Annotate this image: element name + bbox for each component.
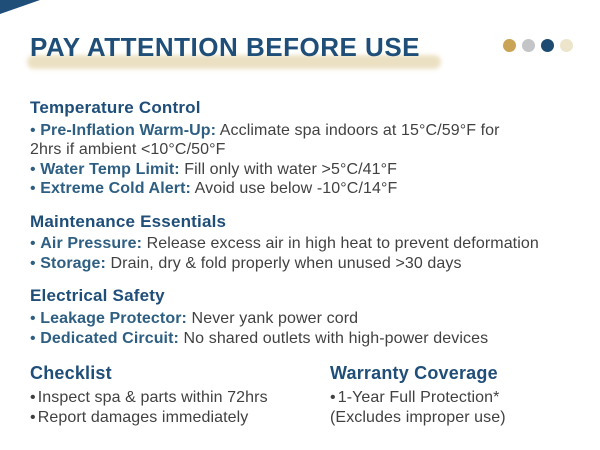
section-heading: Temperature Control xyxy=(30,98,201,117)
navy-dot-icon xyxy=(541,39,554,52)
checklist-column xyxy=(30,364,330,428)
section-heading: Maintenance Essentials xyxy=(30,211,227,231)
bullet-item xyxy=(30,160,592,180)
bullet-item xyxy=(30,179,592,199)
footer-columns xyxy=(30,364,592,428)
bullet-glyph: • xyxy=(30,408,36,426)
note-text xyxy=(330,408,592,428)
bullet-glyph: • xyxy=(30,160,36,178)
bullet-lead: Extreme Cold Alert: xyxy=(40,180,191,198)
note-line: (Excludes improper use) xyxy=(330,408,506,426)
bullet-text: Drain, dry & fold properly when unused >30 days xyxy=(110,254,462,272)
bullet-text: Release excess air in high heat to prevent deformation xyxy=(146,235,539,253)
bullet-text: Avoid use below -10°C/14°F xyxy=(194,180,398,198)
section-heading: Electrical Safety xyxy=(30,286,165,306)
bullet-text: Fill only with water >5°C/41°F xyxy=(184,160,398,178)
bullet-glyph: • xyxy=(30,121,36,139)
bullet-lead: Pre-Inflation Warm-Up: xyxy=(40,121,217,139)
section-temperature-control xyxy=(30,99,592,199)
gray-dot-icon xyxy=(522,39,535,52)
section-heading: Warranty Coverage xyxy=(330,363,498,384)
bullet-glyph: • xyxy=(30,235,36,253)
bullet-lead: Water Temp Limit: xyxy=(40,160,180,178)
bullet-glyph: • xyxy=(30,310,36,328)
section-electrical-safety xyxy=(30,287,592,348)
bullet-item xyxy=(30,309,592,329)
bullet-text: Inspect spa & parts within 72hrs xyxy=(37,388,268,406)
decorative-dots xyxy=(503,39,573,52)
bullet-item xyxy=(30,408,330,428)
bullet-item xyxy=(330,388,592,408)
slide-content xyxy=(30,99,592,428)
bullet-lead: Air Pressure: xyxy=(40,235,143,253)
bullet-glyph: • xyxy=(30,254,36,272)
bullet-item xyxy=(30,329,592,349)
corner-accent-triangle xyxy=(0,0,40,14)
bullet-item xyxy=(30,234,592,254)
bullet-lead: Leakage Protector: xyxy=(40,310,187,328)
bullet-lead: Storage: xyxy=(40,254,106,272)
gold-dot-icon xyxy=(503,39,516,52)
page-title: PAY ATTENTION BEFORE USE xyxy=(30,32,421,62)
bullet-text: Acclimate spa indoors at 15°C/59°F for 2hrs if ambient <10°C/50°F xyxy=(30,121,500,159)
section-heading: Checklist xyxy=(30,363,112,384)
bullet-item xyxy=(30,388,330,408)
bullet-lead: Dedicated Circuit: xyxy=(40,329,179,347)
warranty-column xyxy=(330,364,592,428)
bullet-glyph: • xyxy=(30,180,36,198)
section-maintenance-essentials xyxy=(30,213,592,274)
bullet-glyph: • xyxy=(30,329,36,347)
cream-dot-icon xyxy=(560,39,573,52)
bullet-text: No shared outlets with high-power devices xyxy=(183,329,489,347)
bullet-item xyxy=(30,254,592,274)
bullet-text: Never yank power cord xyxy=(191,310,359,328)
bullet-glyph: • xyxy=(30,388,36,406)
slide-header xyxy=(30,34,420,61)
bullet-text: Report damages immediately xyxy=(37,408,249,426)
bullet-glyph: • xyxy=(330,388,336,406)
bullet-item xyxy=(30,121,532,160)
bullet-text: 1-Year Full Protection* xyxy=(337,388,500,406)
